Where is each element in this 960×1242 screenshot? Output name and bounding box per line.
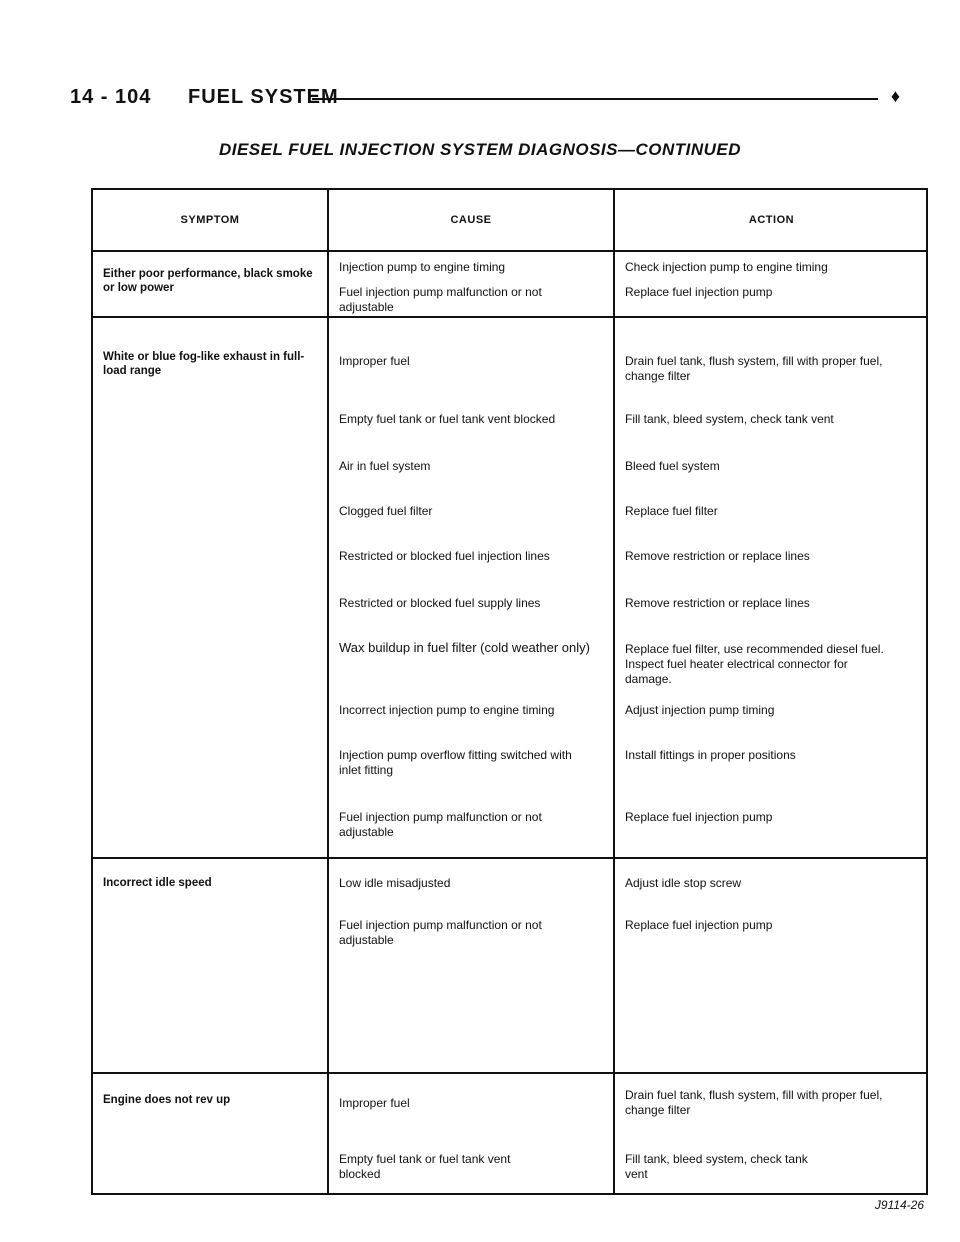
symptom-label: White or blue fog-like exhaust in full-load range <box>103 351 305 377</box>
cause-cell: Fuel injection pump malfunction or not adjustable <box>339 918 542 947</box>
column-header-symptom: SYMPTOM <box>180 214 240 226</box>
page-title: DIESEL FUEL INJECTION SYSTEM DIAGNOSIS—CONTINUED <box>218 140 742 159</box>
cause-cell: Wax buildup in fuel filter (cold weather only) <box>339 640 590 655</box>
figure-code: J9114-26 <box>874 1198 924 1212</box>
group-divider <box>93 857 926 859</box>
group-divider <box>93 1072 926 1074</box>
action-cell: Remove restriction or replace lines <box>625 549 810 563</box>
cause-cell: Clogged fuel filter <box>339 504 433 518</box>
action-cell: Replace fuel filter <box>625 504 718 518</box>
cause-cell: Empty fuel tank or fuel tank vent blocked <box>339 412 556 426</box>
action-cell: Replace fuel injection pump <box>625 918 773 932</box>
symptom-label: Engine does not rev up <box>103 1094 231 1106</box>
page-header <box>70 86 900 116</box>
column-header-action: ACTION <box>748 214 795 226</box>
action-cell: Check injection pump to engine timing <box>625 260 828 274</box>
cause-cell: Injection pump overflow fitting switched with inlet fitting <box>339 748 572 777</box>
cause-cell: Restricted or blocked fuel supply lines <box>339 596 541 610</box>
cause-cell: Low idle misadjusted <box>339 876 451 890</box>
cause-cell: Injection pump to engine timing <box>339 260 506 274</box>
action-cell: Adjust injection pump timing <box>625 703 775 717</box>
action-cell: Fill tank, bleed system, check tank vent <box>625 1152 808 1181</box>
cause-cell: Fuel injection pump malfunction or not adjustable <box>339 810 542 839</box>
column-header-cause: CAUSE <box>450 214 492 226</box>
action-cell: Fill tank, bleed system, check tank vent <box>625 412 834 426</box>
column-divider <box>613 190 615 1193</box>
action-cell: Drain fuel tank, flush system, fill with proper fuel, change filter <box>625 354 883 383</box>
cause-cell: Improper fuel <box>339 1096 410 1110</box>
cause-cell: Restricted or blocked fuel injection lines <box>339 549 550 563</box>
diagnosis-table <box>91 188 928 1195</box>
cause-cell: Empty fuel tank or fuel tank vent blocked <box>339 1152 511 1181</box>
action-cell: Drain fuel tank, flush system, fill with proper fuel, change filter <box>625 1088 883 1117</box>
group-divider <box>93 316 926 318</box>
cause-cell: Incorrect injection pump to engine timing <box>339 703 555 717</box>
action-cell: Install fittings in proper positions <box>625 748 796 762</box>
symptom-label: Either poor performance, black smoke or low power <box>103 268 313 294</box>
action-cell: Adjust idle stop screw <box>625 876 742 890</box>
cause-cell: Fuel injection pump malfunction or not adjustable <box>339 285 542 314</box>
page-number: 14 - 104 <box>70 86 152 108</box>
action-cell: Bleed fuel system <box>625 459 720 473</box>
action-cell: Replace fuel filter, use recommended diesel fuel. Inspect fuel heater electrical connector for damage. <box>625 642 884 686</box>
symptom-label: Incorrect idle speed <box>103 877 212 889</box>
cause-cell: Air in fuel system <box>339 459 431 473</box>
action-cell: Remove restriction or replace lines <box>625 596 810 610</box>
action-cell: Replace fuel injection pump <box>625 810 773 824</box>
cause-cell: Improper fuel <box>339 354 410 368</box>
diamond-icon: ♦ <box>890 86 900 106</box>
action-cell: Replace fuel injection pump <box>625 285 773 299</box>
column-divider <box>327 190 329 1193</box>
section-title: FUEL SYSTEM <box>188 86 339 108</box>
header-rule <box>312 98 878 100</box>
header-divider <box>93 250 926 252</box>
